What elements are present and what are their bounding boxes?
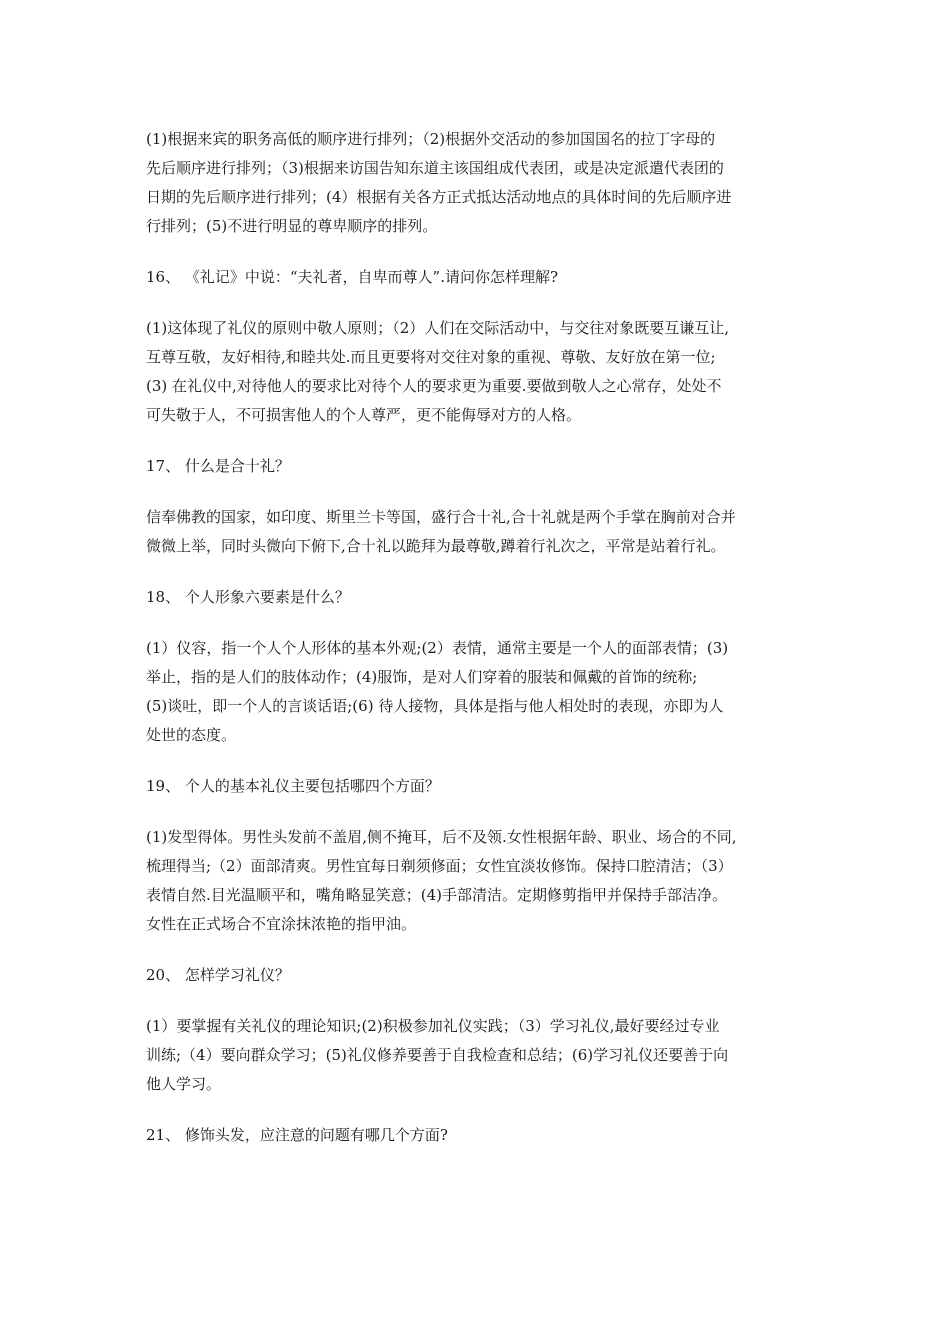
answer-text-line: 行排列；(5)不进行明显的尊卑顺序的排列。 [146,217,438,235]
answer-text-line: 表情自然.目光温顺平和，嘴角略显笑意；(4)手部清洁。定期修剪指甲并保持手部洁净。 [146,886,728,904]
question-text-line: 16、 《礼记》中说：“夫礼者，自卑而尊人”.请问你怎样理解? [146,268,559,286]
question-heading [146,1121,811,1150]
answer-text-line: 梳理得当;（2）面部清爽。男性宜每日剃须修面；女性宜淡妆修饰。保持口腔清洁；（3） [146,857,733,875]
answer-paragraph [146,823,811,939]
answer-text-line: (5)谈吐，即一个人的言谈话语;(6) 待人接物，具体是指与他人相处时的表现，亦即为人 [146,697,724,715]
answer-paragraph [146,1012,811,1099]
answer-text-line: 女性在正式场合不宜涂抹浓艳的指甲油。 [146,915,417,933]
question-text-line: 17、 什么是合十礼？ [146,457,290,475]
question-text-line: 21、 修饰头发，应注意的问题有哪几个方面? [146,1126,448,1144]
answer-text-line: 信奉佛教的国家，如印度、斯里兰卡等国，盛行合十礼,合十礼就是两个手掌在胸前对合并 [146,508,736,526]
answer-text-line: 互尊互敬，友好相待,和睦共处.而且更要将对交往对象的重视、尊敬、友好放在第一位; [146,348,716,366]
answer-paragraph [146,503,811,561]
answer-paragraph [146,314,811,430]
question-heading [146,772,811,801]
question-heading [146,263,811,292]
answer-text-line: 举止，指的是人们的肢体动作；(4)服饰，是对人们穿着的服装和佩戴的首饰的统称; [146,668,698,686]
question-text-line: 19、 个人的基本礼仪主要包括哪四个方面？ [146,777,440,795]
answer-text-line: (1)这体现了礼仪的原则中敬人原则；（2）人们在交际活动中，与交往对象既要互谦互让, [146,319,730,337]
answer-text-line: (3) 在礼仪中,对待他人的要求比对待个人的要求更为重要.要做到敬人之心常存，处处不 [146,377,722,395]
question-heading [146,583,811,612]
answer-text-line: 训练;（4）要向群众学习；(5)礼仪修养要善于自我检查和总结；(6)学习礼仪还要善于向 [146,1046,729,1064]
answer-text-line: 处世的态度。 [146,726,237,744]
answer-paragraph [146,634,811,750]
answer-text-line: 先后顺序进行排列；（3)根据来访国告知东道主该国组成代表团，或是决定派遣代表团的 [146,159,724,177]
question-text-line: 20、 怎样学习礼仪？ [146,966,290,984]
answer-text-line: 可失敬于人，不可损害他人的个人尊严，更不能侮辱对方的人格。 [146,406,582,424]
answer-text-line: (1）要掌握有关礼仪的理论知识;(2)积极参加礼仪实践；（3）学习礼仪,最好要经过专业 [146,1017,720,1035]
answer-text-line: 他人学习。 [146,1075,222,1093]
answer-text-line: 日期的先后顺序进行排列；(4）根据有关各方正式抵达活动地点的具体时间的先后顺序进 [146,188,732,206]
answer-text-line: 微微上举，同时头微向下俯下,合十礼以跪拜为最尊敬,蹲着行礼次之，平常是站着行礼。 [146,537,726,555]
answer-text-line: (1)发型得体。男性头发前不盖眉,侧不掩耳，后不及领.女性根据年龄、职业、场合的不同, [146,828,737,846]
question-text-line: 18、 个人形象六要素是什么？ [146,588,350,606]
question-heading [146,961,811,990]
question-heading [146,452,811,481]
answer-paragraph [146,125,811,241]
answer-text-line: (1）仪容，指一个人个人形体的基本外观;(2）表情，通常主要是一个人的面部表情；(3) [146,639,729,657]
document-body [146,125,811,1172]
answer-text-line: (1)根据来宾的职务高低的顺序进行排列；（2)根据外交活动的参加国国名的拉丁字母的 [146,130,716,148]
